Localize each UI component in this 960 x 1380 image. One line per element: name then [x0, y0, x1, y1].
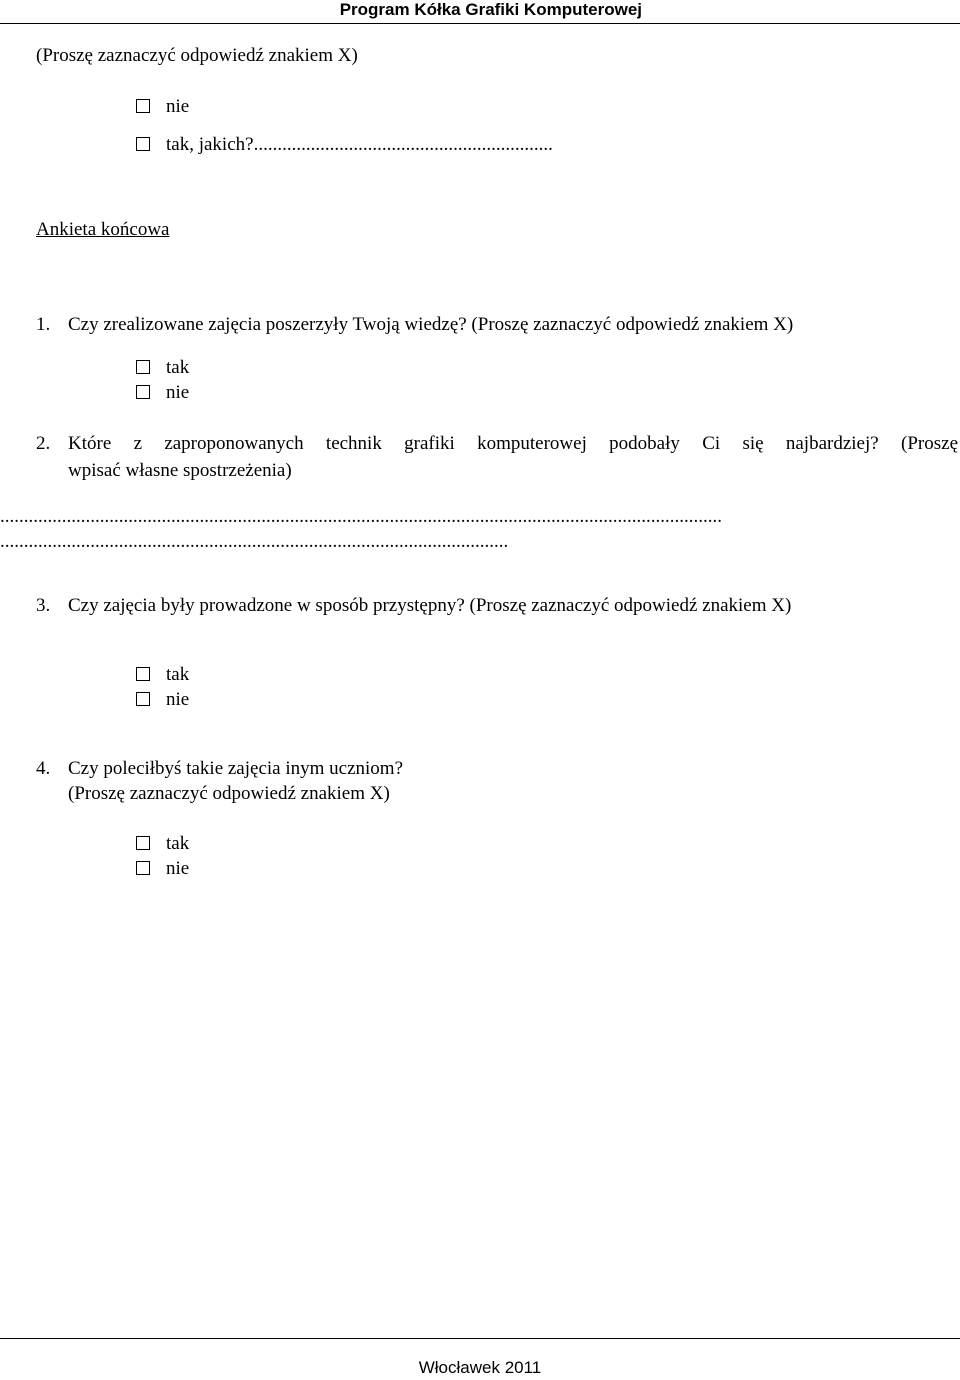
- question-number: 3.: [36, 595, 51, 616]
- checkbox-icon[interactable]: [136, 861, 150, 875]
- checkbox-icon[interactable]: [136, 836, 150, 850]
- intro-instruction: (Proszę zaznaczyć odpowiedź znakiem X): [36, 45, 358, 66]
- q3-option-tak[interactable]: [136, 663, 189, 687]
- option-label: tak, jakich?...............................................................: [166, 134, 553, 155]
- question-4-line1: [36, 757, 403, 781]
- question-3: [36, 594, 791, 618]
- q4-option-nie[interactable]: [136, 857, 189, 881]
- option-label: nie: [166, 689, 190, 710]
- answer-line-1[interactable]: ........................................................................................................................................................: [0, 506, 722, 527]
- intro-option-tak-jakich[interactable]: [136, 133, 553, 157]
- question-text: Czy zajęcia były prowadzone w sposób przystępny? (Proszę zaznaczyć odpowiedź znakiem X): [68, 595, 792, 616]
- option-label: tak: [166, 833, 190, 854]
- question-1: [36, 313, 793, 337]
- checkbox-icon[interactable]: [136, 667, 150, 681]
- checkbox-icon[interactable]: [136, 99, 150, 113]
- footer-rule: [0, 1338, 960, 1339]
- question-text: Czy poleciłbyś takie zajęcia inym uczniom?: [68, 758, 404, 779]
- option-label: nie: [166, 96, 190, 117]
- question-text: Czy zrealizowane zajęcia poszerzyły Twoją wiedzę? (Proszę zaznaczyć odpowiedź znakiem X): [68, 314, 794, 335]
- question-4-line2: (Proszę zaznaczyć odpowiedź znakiem X): [68, 783, 390, 804]
- question-number: 4.: [36, 758, 51, 779]
- checkbox-icon[interactable]: [136, 692, 150, 706]
- checkbox-icon[interactable]: [136, 385, 150, 399]
- page-header-title: Program Kółka Grafiki Komputerowej: [339, 0, 642, 19]
- question-number: 2.: [36, 433, 51, 454]
- footer-text: Włocławek 2011: [418, 1358, 542, 1377]
- answer-line-2[interactable]: ...........................................................................................................: [0, 531, 509, 552]
- q1-option-tak[interactable]: [136, 356, 189, 380]
- option-label: tak: [166, 664, 190, 685]
- checkbox-icon[interactable]: [136, 360, 150, 374]
- option-label: tak: [166, 357, 190, 378]
- option-label: nie: [166, 382, 190, 403]
- q4-option-tak[interactable]: [136, 832, 189, 856]
- question-2-line1: [36, 432, 958, 456]
- question-text: Które z zaproponowanych technik grafiki komputerowej podobały Ci się najbardziej? (Proszę: [68, 433, 958, 454]
- survey-heading: Ankieta końcowa: [36, 219, 170, 240]
- q3-option-nie[interactable]: [136, 688, 189, 712]
- question-2-line2: wpisać własne spostrzeżenia): [68, 460, 292, 481]
- option-label: nie: [166, 858, 190, 879]
- q1-option-nie[interactable]: [136, 381, 189, 405]
- checkbox-icon[interactable]: [136, 137, 150, 151]
- question-number: 1.: [36, 314, 51, 335]
- intro-option-nie[interactable]: [136, 95, 189, 119]
- header-rule: [0, 23, 960, 24]
